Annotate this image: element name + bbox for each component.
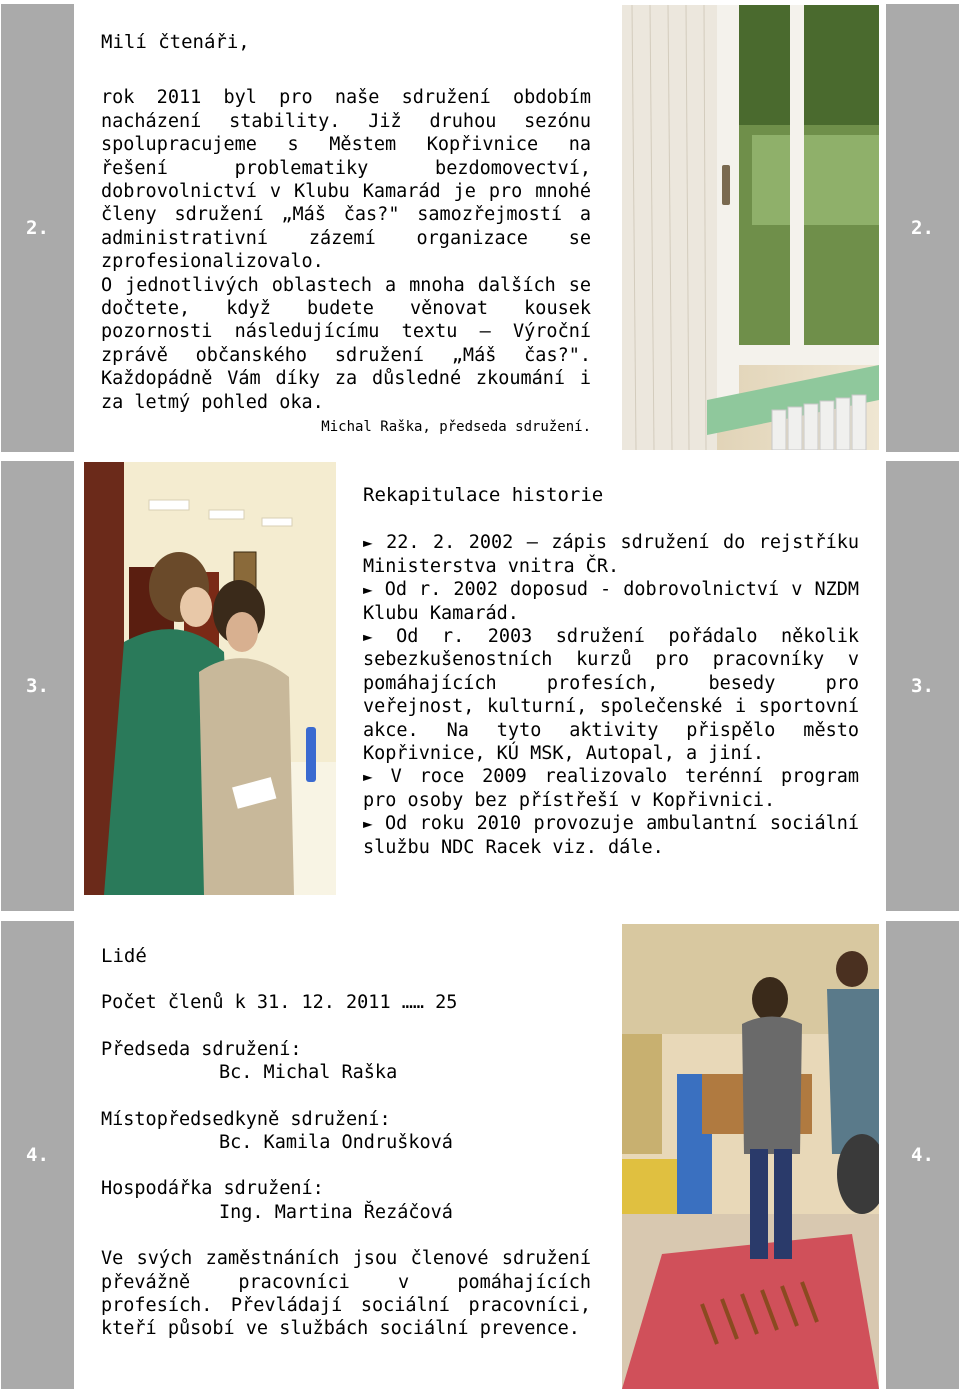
bullet-arrow-icon: ► [363,814,373,834]
window-photo [622,5,879,450]
section-number-right: 3. [886,461,959,911]
members-description: Ve svých zaměstnáních jsou členové sdružení převážně pracovníci v pomáhajících profesích. Převládají sociální pracovníci, kteří působí ve službách sociální prevence. [101,1248,591,1340]
section-number-left: 2. [1,4,74,452]
intro-paragraph-2: O jednotlivých oblastech a mnoha dalších se dočtete, když budete věnovat kousek pozornosti následujícímu textu – Výroční zprávě občanského sdružení „Máš čas?". Každopádně Vám díky za důsledné zkoumání i za letmý pohled oka. [101,274,591,413]
section-number-left: 3. [1,461,74,911]
section-3 [0,461,960,911]
treasurer-name: Ing. Martina Řezáčová [219,1201,453,1223]
history-item: ► Od r. 2002 doposud - dobrovolnictví v NZDM Klubu Kamarád. [363,579,860,624]
bullet-arrow-icon: ► [363,533,373,553]
section-number-right: 4. [886,921,959,1389]
history-section [363,484,859,859]
greeting: Milí čtenáři, [101,31,250,53]
bullet-arrow-icon: ► [363,767,373,787]
history-item: ► Od roku 2010 provozuje ambulantní sociální službu NDC Racek viz. dále. [363,813,859,858]
chair-name: Bc. Michal Raška [219,1062,398,1084]
history-item: ► V roce 2009 realizovalo terénní program pro osoby bez přístřeší v Kopřivnici. [363,766,859,811]
history-item: ► Od r. 2003 sdružení pořádalo několik sebezkušenostních kurzů pro pracovníky v pomáhajících profesích, besedy pro veřejnost, kulturní, společenské i sportovní akce. Na tyto aktivity přispělo město Kopřivnice, KÚ MSK, Autopal, a jiní. [363,626,859,765]
vice-chair-name: Bc. Kamila Ondrušková [219,1132,453,1154]
bullet-arrow-icon: ► [363,580,373,600]
history-item: ► 22. 2. 2002 – zápis sdružení do rejstříku Ministerstva vnitra ČR. [363,532,860,577]
history-title: Rekapitulace historie [363,484,604,506]
activity-photo [622,924,879,1389]
intro-paragraph-1: rok 2011 byl pro naše sdružení obdobím nacházení stability. Již druhou sezónu spolupracujeme s Městem Kopřivnice na řešení problematiky bezdomovectví, dobrovolnictví v Klubu Kamarád je pro mnohé členy sdružení „Máš čas?" samozřejmostí a administrativní zázemí organizace se zprofesionalizovalo. [101,87,591,273]
people-section [101,945,591,1341]
intro-letter [101,31,591,440]
section-number-right: 2. [886,4,959,452]
treasurer-label: Hospodářka sdružení: [101,1178,324,1200]
chair-label: Předseda sdružení: [101,1038,302,1060]
members-count: Počet členů k 31. 12. 2011 …… 25 [101,992,458,1014]
vice-chair-label: Místopředsedkyně sdružení: [101,1108,391,1130]
section-number-left: 4. [1,921,74,1389]
people-title: Lidé [101,945,147,967]
section-2 [0,4,960,452]
signature: Michal Raška, předseda sdružení. [321,419,591,436]
section-4 [0,921,960,1389]
meeting-photo [84,462,336,895]
bullet-arrow-icon: ► [363,627,373,647]
